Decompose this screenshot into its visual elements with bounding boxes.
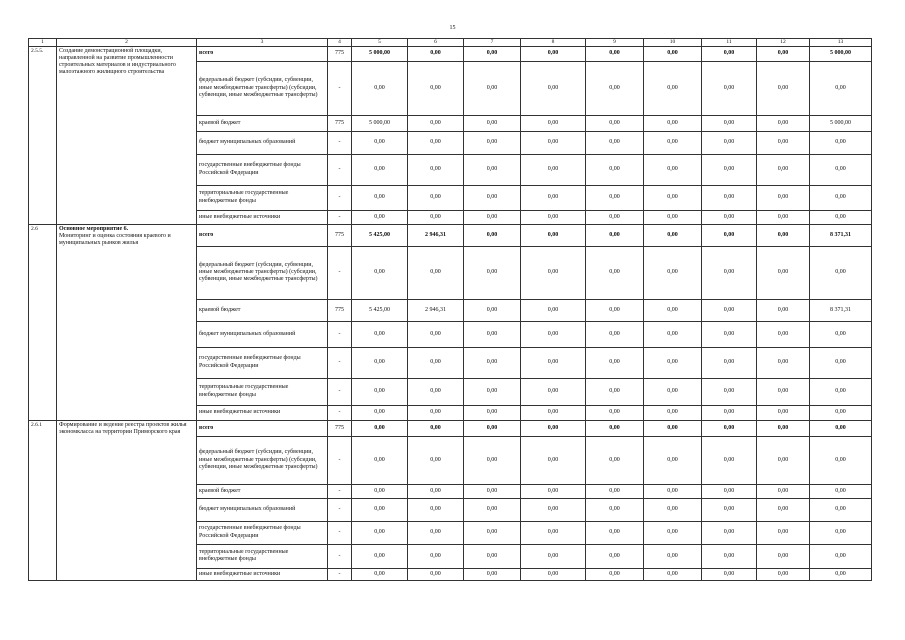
amount-cell: 0,00: [702, 568, 757, 580]
amount-cell: 0,00: [757, 46, 810, 61]
amount-cell: 0,00: [464, 568, 521, 580]
amount-cell: 2 946,31: [408, 224, 464, 246]
table-row: [29, 46, 872, 61]
grbs-code: -: [328, 544, 352, 568]
amount-cell: 0,00: [521, 484, 586, 498]
column-number: 8: [521, 39, 586, 47]
amount-cell: 0,00: [408, 246, 464, 299]
amount-cell: 0,00: [586, 210, 644, 224]
amount-cell: 0,00: [757, 405, 810, 420]
amount-cell: 0,00: [521, 246, 586, 299]
amount-cell: 0,00: [521, 115, 586, 131]
amount-cell: 0,00: [702, 347, 757, 378]
amount-cell: 0,00: [464, 321, 521, 347]
grbs-code: -: [328, 185, 352, 210]
amount-cell: 0,00: [464, 210, 521, 224]
amount-cell: 0,00: [352, 544, 408, 568]
funding-source: территориальные государственные внебюджетные фонды: [197, 544, 328, 568]
amount-cell: 0,00: [757, 484, 810, 498]
amount-cell: 0,00: [757, 210, 810, 224]
funding-source: краевой бюджет: [197, 115, 328, 131]
amount-cell: 0,00: [464, 185, 521, 210]
amount-cell: 0,00: [757, 246, 810, 299]
amount-cell: 5 000,00: [352, 46, 408, 61]
amount-cell: 0,00: [352, 210, 408, 224]
amount-cell: 0,00: [757, 544, 810, 568]
amount-cell: 0,00: [464, 154, 521, 185]
amount-cell: 0,00: [521, 568, 586, 580]
budget-table: [28, 38, 872, 581]
page-number: 15: [449, 25, 456, 31]
funding-source: государственные внебюджетные фонды Российской Федерации: [197, 347, 328, 378]
amount-cell: 0,00: [810, 347, 872, 378]
amount-cell: 0,00: [644, 224, 702, 246]
table-row: [29, 224, 872, 246]
amount-cell: 0,00: [810, 154, 872, 185]
amount-cell: 0,00: [702, 321, 757, 347]
amount-cell: 0,00: [702, 185, 757, 210]
amount-cell: 0,00: [521, 210, 586, 224]
amount-cell: 0,00: [757, 568, 810, 580]
amount-cell: 0,00: [352, 378, 408, 405]
amount-cell: 5 000,00: [810, 46, 872, 61]
amount-cell: 0,00: [757, 131, 810, 154]
funding-source: иные внебюджетные источники: [197, 405, 328, 420]
column-number: 3: [197, 39, 328, 47]
funding-source: федеральный бюджет (субсидии, субвенции, иные межбюджетные трансферты) (субсидии, субвенции, иные межбюджетные трансферты): [197, 246, 328, 299]
amount-cell: 0,00: [408, 521, 464, 544]
amount-cell: 0,00: [408, 210, 464, 224]
section-name: [57, 224, 197, 420]
amount-cell: 0,00: [702, 420, 757, 436]
amount-cell: 0,00: [644, 378, 702, 405]
amount-cell: 0,00: [586, 436, 644, 484]
section-name-text: Мониторинг и оценка состояния краевого и муниципальных рынков жилья: [59, 232, 171, 246]
table-row: [29, 420, 872, 436]
amount-cell: 0,00: [521, 544, 586, 568]
amount-cell: 2 946,31: [408, 299, 464, 321]
amount-cell: 0,00: [521, 154, 586, 185]
amount-cell: 0,00: [702, 544, 757, 568]
amount-cell: 0,00: [586, 46, 644, 61]
amount-cell: 0,00: [352, 347, 408, 378]
amount-cell: 0,00: [352, 436, 408, 484]
amount-cell: 0,00: [810, 321, 872, 347]
amount-cell: 0,00: [464, 246, 521, 299]
amount-cell: 0,00: [702, 224, 757, 246]
section-name-text: Создание демонстрационной площадки, направленной на развитие промышленности строительных материалов и индустриального малоэтажного жилищного строительства: [59, 47, 176, 76]
amount-cell: 0,00: [521, 420, 586, 436]
amount-cell: 0,00: [644, 210, 702, 224]
amount-cell: 0,00: [757, 521, 810, 544]
amount-cell: 0,00: [521, 347, 586, 378]
amount-cell: 0,00: [586, 185, 644, 210]
amount-cell: 5 425,00: [352, 299, 408, 321]
amount-cell: 0,00: [352, 154, 408, 185]
amount-cell: 0,00: [702, 210, 757, 224]
amount-cell: 0,00: [521, 185, 586, 210]
amount-cell: 0,00: [586, 484, 644, 498]
amount-cell: 8 371,31: [810, 299, 872, 321]
amount-cell: 0,00: [464, 347, 521, 378]
amount-cell: 0,00: [757, 378, 810, 405]
amount-cell: 0,00: [464, 420, 521, 436]
amount-cell: 0,00: [810, 484, 872, 498]
funding-source: краевой бюджет: [197, 299, 328, 321]
amount-cell: 0,00: [644, 131, 702, 154]
section-number: 2.6.1: [29, 420, 57, 580]
amount-cell: 0,00: [586, 347, 644, 378]
grbs-code: -: [328, 568, 352, 580]
amount-cell: 0,00: [521, 131, 586, 154]
grbs-code: -: [328, 521, 352, 544]
amount-cell: 0,00: [464, 378, 521, 405]
amount-cell: 0,00: [702, 299, 757, 321]
amount-cell: 0,00: [757, 185, 810, 210]
grbs-code: 775: [328, 46, 352, 61]
amount-cell: 0,00: [352, 420, 408, 436]
amount-cell: 0,00: [464, 299, 521, 321]
amount-cell: 0,00: [408, 484, 464, 498]
amount-cell: 0,00: [352, 568, 408, 580]
grbs-code: 775: [328, 224, 352, 246]
amount-cell: 0,00: [757, 154, 810, 185]
amount-cell: 0,00: [810, 420, 872, 436]
amount-cell: 0,00: [702, 46, 757, 61]
amount-cell: 0,00: [702, 61, 757, 115]
funding-source: бюджет муниципальных образований: [197, 498, 328, 521]
amount-cell: 0,00: [464, 544, 521, 568]
amount-cell: 0,00: [408, 46, 464, 61]
amount-cell: 0,00: [464, 484, 521, 498]
amount-cell: 0,00: [644, 498, 702, 521]
amount-cell: 0,00: [810, 61, 872, 115]
amount-cell: 0,00: [757, 321, 810, 347]
funding-source: всего: [197, 224, 328, 246]
section-name-text: Формирование и ведение реестра проектов жилья экономкласса на территории Приморского края: [59, 421, 187, 435]
amount-cell: 5 000,00: [810, 115, 872, 131]
amount-cell: 0,00: [521, 61, 586, 115]
amount-cell: 0,00: [521, 436, 586, 484]
amount-cell: 0,00: [464, 436, 521, 484]
amount-cell: 0,00: [408, 185, 464, 210]
amount-cell: 5 000,00: [352, 115, 408, 131]
section-name-bold: Основное мероприятие 6.: [59, 225, 129, 232]
amount-cell: 0,00: [757, 299, 810, 321]
funding-source: федеральный бюджет (субсидии, субвенции, иные межбюджетные трансферты) (субсидии, субвенции, иные межбюджетные трансферты): [197, 61, 328, 115]
funding-source: территориальные государственные внебюджетные фонды: [197, 378, 328, 405]
amount-cell: 0,00: [464, 46, 521, 61]
amount-cell: 0,00: [408, 544, 464, 568]
amount-cell: 0,00: [521, 405, 586, 420]
amount-cell: 5 425,00: [352, 224, 408, 246]
amount-cell: 0,00: [352, 405, 408, 420]
grbs-code: -: [328, 321, 352, 347]
column-number: 11: [702, 39, 757, 47]
amount-cell: 0,00: [408, 568, 464, 580]
amount-cell: 0,00: [352, 484, 408, 498]
amount-cell: 0,00: [464, 115, 521, 131]
grbs-code: -: [328, 246, 352, 299]
amount-cell: 0,00: [408, 321, 464, 347]
amount-cell: 0,00: [521, 321, 586, 347]
amount-cell: 0,00: [644, 185, 702, 210]
amount-cell: 0,00: [521, 521, 586, 544]
funding-source: всего: [197, 420, 328, 436]
amount-cell: 0,00: [810, 246, 872, 299]
column-number-row: [29, 39, 872, 47]
amount-cell: 0,00: [352, 131, 408, 154]
amount-cell: 0,00: [586, 299, 644, 321]
amount-cell: 0,00: [586, 246, 644, 299]
amount-cell: 0,00: [521, 224, 586, 246]
amount-cell: 0,00: [586, 405, 644, 420]
amount-cell: 0,00: [810, 210, 872, 224]
amount-cell: 0,00: [352, 498, 408, 521]
column-number: 2: [57, 39, 197, 47]
amount-cell: 0,00: [702, 521, 757, 544]
grbs-code: -: [328, 347, 352, 378]
amount-cell: 0,00: [757, 224, 810, 246]
amount-cell: 0,00: [408, 154, 464, 185]
amount-cell: 0,00: [810, 544, 872, 568]
funding-source: государственные внебюджетные фонды Российской Федерации: [197, 521, 328, 544]
amount-cell: 0,00: [586, 61, 644, 115]
amount-cell: 0,00: [408, 61, 464, 115]
amount-cell: 0,00: [644, 436, 702, 484]
amount-cell: 0,00: [586, 420, 644, 436]
funding-source: бюджет муниципальных образований: [197, 321, 328, 347]
amount-cell: 0,00: [810, 568, 872, 580]
funding-source: иные внебюджетные источники: [197, 210, 328, 224]
amount-cell: 0,00: [644, 521, 702, 544]
amount-cell: 0,00: [757, 498, 810, 521]
column-number: 7: [464, 39, 521, 47]
amount-cell: 0,00: [352, 185, 408, 210]
grbs-code: -: [328, 154, 352, 185]
amount-cell: 0,00: [702, 131, 757, 154]
amount-cell: 0,00: [464, 521, 521, 544]
amount-cell: 0,00: [702, 498, 757, 521]
amount-cell: 0,00: [644, 544, 702, 568]
grbs-code: -: [328, 498, 352, 521]
amount-cell: 0,00: [586, 115, 644, 131]
amount-cell: 0,00: [521, 378, 586, 405]
amount-cell: 0,00: [702, 484, 757, 498]
amount-cell: 0,00: [644, 484, 702, 498]
amount-cell: 0,00: [810, 131, 872, 154]
amount-cell: 0,00: [757, 420, 810, 436]
amount-cell: 0,00: [464, 131, 521, 154]
section-number: 2.6: [29, 224, 57, 420]
column-number: 13: [810, 39, 872, 47]
amount-cell: 0,00: [644, 299, 702, 321]
amount-cell: 0,00: [521, 299, 586, 321]
amount-cell: 0,00: [352, 521, 408, 544]
section-name: [57, 420, 197, 580]
amount-cell: 0,00: [644, 405, 702, 420]
amount-cell: 0,00: [464, 61, 521, 115]
amount-cell: 0,00: [757, 436, 810, 484]
amount-cell: 0,00: [644, 115, 702, 131]
amount-cell: 0,00: [408, 131, 464, 154]
amount-cell: 0,00: [408, 115, 464, 131]
amount-cell: 0,00: [408, 498, 464, 521]
amount-cell: 0,00: [644, 420, 702, 436]
grbs-code: -: [328, 405, 352, 420]
amount-cell: 0,00: [352, 61, 408, 115]
amount-cell: 0,00: [408, 436, 464, 484]
amount-cell: 8 371,31: [810, 224, 872, 246]
amount-cell: 0,00: [702, 246, 757, 299]
grbs-code: -: [328, 61, 352, 115]
grbs-code: -: [328, 378, 352, 405]
grbs-code: -: [328, 131, 352, 154]
amount-cell: 0,00: [644, 61, 702, 115]
column-number: 5: [352, 39, 408, 47]
amount-cell: 0,00: [702, 436, 757, 484]
amount-cell: 0,00: [586, 498, 644, 521]
column-number: 10: [644, 39, 702, 47]
amount-cell: 0,00: [810, 378, 872, 405]
column-number: 9: [586, 39, 644, 47]
amount-cell: 0,00: [702, 115, 757, 131]
amount-cell: 0,00: [644, 154, 702, 185]
amount-cell: 0,00: [644, 46, 702, 61]
amount-cell: 0,00: [521, 46, 586, 61]
amount-cell: 0,00: [586, 154, 644, 185]
amount-cell: 0,00: [464, 498, 521, 521]
amount-cell: 0,00: [464, 224, 521, 246]
amount-cell: 0,00: [757, 347, 810, 378]
column-number: 4: [328, 39, 352, 47]
amount-cell: 0,00: [586, 521, 644, 544]
funding-source: иные внебюджетные источники: [197, 568, 328, 580]
amount-cell: 0,00: [408, 347, 464, 378]
amount-cell: 0,00: [810, 498, 872, 521]
amount-cell: 0,00: [757, 61, 810, 115]
amount-cell: 0,00: [702, 154, 757, 185]
amount-cell: 0,00: [464, 405, 521, 420]
funding-source: федеральный бюджет (субсидии, субвенции, иные межбюджетные трансферты) (субсидии, субвенции, иные межбюджетные трансферты): [197, 436, 328, 484]
amount-cell: 0,00: [810, 405, 872, 420]
amount-cell: 0,00: [644, 347, 702, 378]
amount-cell: 0,00: [810, 436, 872, 484]
amount-cell: 0,00: [586, 544, 644, 568]
amount-cell: 0,00: [702, 378, 757, 405]
funding-source: всего: [197, 46, 328, 61]
amount-cell: 0,00: [586, 131, 644, 154]
amount-cell: 0,00: [644, 321, 702, 347]
funding-source: государственные внебюджетные фонды Российской Федерации: [197, 154, 328, 185]
column-number: 6: [408, 39, 464, 47]
grbs-code: 775: [328, 299, 352, 321]
amount-cell: 0,00: [521, 498, 586, 521]
grbs-code: 775: [328, 420, 352, 436]
grbs-code: -: [328, 436, 352, 484]
amount-cell: 0,00: [408, 420, 464, 436]
amount-cell: 0,00: [408, 405, 464, 420]
amount-cell: 0,00: [702, 405, 757, 420]
amount-cell: 0,00: [352, 246, 408, 299]
amount-cell: 0,00: [644, 246, 702, 299]
amount-cell: 0,00: [757, 115, 810, 131]
funding-source: бюджет муниципальных образований: [197, 131, 328, 154]
amount-cell: 0,00: [408, 378, 464, 405]
section-name: [57, 46, 197, 224]
column-number: 12: [757, 39, 810, 47]
grbs-code: 775: [328, 115, 352, 131]
grbs-code: -: [328, 210, 352, 224]
amount-cell: 0,00: [352, 321, 408, 347]
amount-cell: 0,00: [810, 521, 872, 544]
funding-source: территориальные государственные внебюджетные фонды: [197, 185, 328, 210]
amount-cell: 0,00: [644, 568, 702, 580]
amount-cell: 0,00: [586, 224, 644, 246]
amount-cell: 0,00: [586, 568, 644, 580]
section-number: 2.5.5.: [29, 46, 57, 224]
column-number: 1: [29, 39, 57, 47]
amount-cell: 0,00: [586, 378, 644, 405]
funding-source: краевой бюджет: [197, 484, 328, 498]
grbs-code: -: [328, 484, 352, 498]
amount-cell: 0,00: [586, 321, 644, 347]
amount-cell: 0,00: [810, 185, 872, 210]
